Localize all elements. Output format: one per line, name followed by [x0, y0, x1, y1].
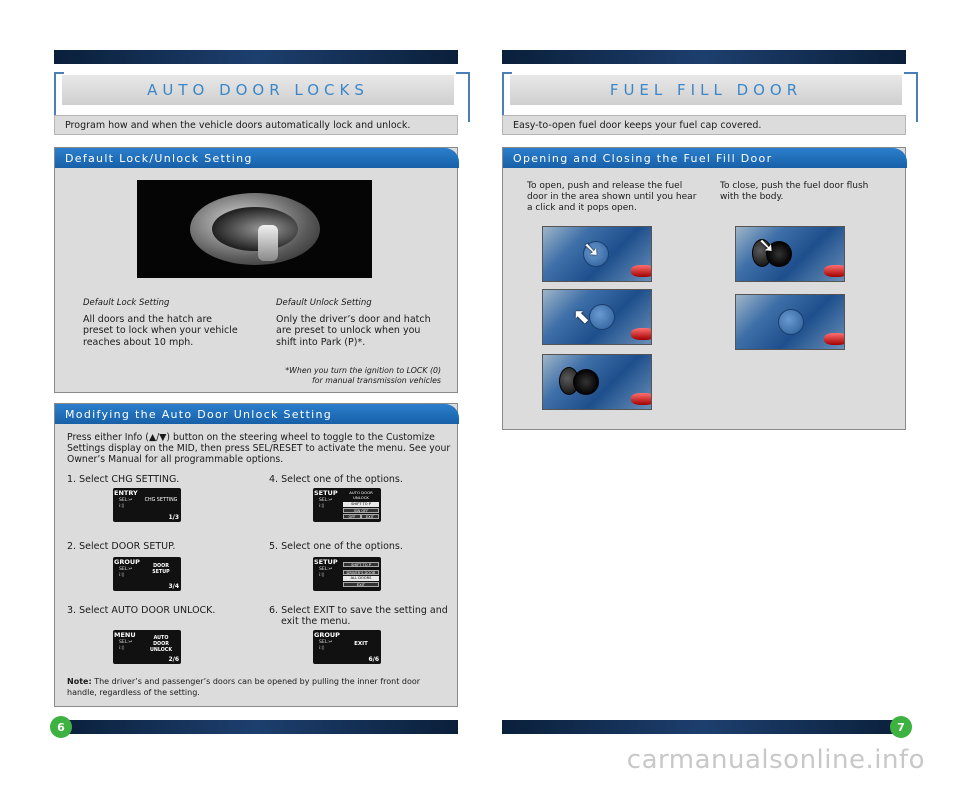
modify-unlock-panel: [54, 403, 458, 707]
step-5-label: 5. Select one of the options.: [269, 541, 403, 552]
mid-screen-2: GROUP SEL:↵ i:◊ DOOR SETUP 3/4: [114, 558, 179, 590]
page-number-right: 7: [890, 716, 912, 738]
modify-intro: Press either Info (▲/▼) button on the steering wheel to toggle to the Customize Settings display on the MID, then press SEL/RESET to activate the menu. See your Owner’s Manual for all programmable options.: [67, 432, 451, 466]
page-title-text: AUTO DOOR LOCKS: [147, 81, 369, 99]
step-4-label: 4. Select one of the options.: [269, 474, 403, 485]
note-label: Note:: [67, 677, 92, 686]
page-subtitle: Easy-to-open fuel door keeps your fuel cap covered.: [502, 115, 906, 135]
mid-screen-5: SETUP SEL:↵ i:◊ SHIFT TO P DRIVER'S DOOR ALL DOORS EXIT: [313, 557, 381, 591]
bottom-bar-left: [54, 720, 458, 734]
fuel-door-photo-4: [735, 226, 845, 282]
fuel-door-panel: [502, 147, 906, 430]
door-handle-photo: [137, 180, 372, 278]
page-number-left: 6: [50, 716, 72, 738]
mid-screen-4: SETUP SEL:↵ i:◊ AUTO DOOR UNLOCK SHIFT TO P IGN OFF OFF EXIT: [313, 488, 381, 522]
section-header: Default Lock/Unlock Setting: [55, 148, 459, 168]
lock-setting-title: Default Lock Setting: [83, 298, 170, 308]
lock-setting-body: All doors and the hatch are preset to lock when your vehicle reaches about 10 mph.: [83, 314, 238, 348]
section-header: Opening and Closing the Fuel Fill Door: [503, 148, 907, 168]
page-title-text: FUEL FILL DOOR: [609, 81, 803, 99]
unlock-setting-title: Default Unlock Setting: [276, 298, 372, 308]
title-bracket-right: [456, 72, 470, 122]
page-title: [510, 75, 902, 105]
mid-screen-6: GROUP SEL:↵ i:◊ EXIT 6/6: [314, 631, 379, 663]
step-3-label: 3. Select AUTO DOOR UNLOCK.: [67, 605, 216, 616]
unlock-setting-body: Only the driver’s door and hatch are preset to unlock when you shift into Park (P)*.: [276, 314, 431, 348]
fuel-door-photo-5: [735, 294, 845, 350]
step-6-label: 6. Select EXIT to save the setting and exit the menu.: [269, 605, 448, 628]
section-header: Modifying the Auto Door Unlock Setting: [55, 404, 459, 424]
fuel-door-photo-1: [542, 226, 652, 282]
default-lock-panel: [54, 147, 458, 393]
note: [67, 677, 452, 699]
fuel-door-photo-3: [542, 354, 652, 410]
step-1-label: 1. Select CHG SETTING.: [67, 474, 180, 485]
ignition-footnote: *When you turn the ignition to LOCK (0) for manual transmission vehicles: [285, 366, 441, 386]
door-latch-image: [190, 193, 320, 265]
step-2-label: 2. Select DOOR SETUP.: [67, 541, 176, 552]
close-instructions: To close, push the fuel door flush with the body.: [720, 181, 869, 202]
mid-screen-3: MENU SEL:↵ i:◊ AUTO DOOR UNLOCK 2/6: [114, 631, 179, 663]
bottom-bar-right: [502, 720, 906, 734]
note-text: The driver’s and passenger’s doors can be opened by pulling the inner front door handle, regardless of the setting.: [67, 677, 421, 697]
title-bracket-right: [904, 72, 918, 122]
top-bar-right: [502, 50, 906, 64]
release-arrow-icon: ⬉: [573, 304, 590, 328]
watermark: carmanualsonline.info: [626, 745, 925, 775]
open-instructions: To open, push and release the fuel door in the area shown until you hear a click and it pops open.: [527, 181, 697, 213]
top-bar-left: [54, 50, 458, 64]
page-subtitle: Program how and when the vehicle doors automatically lock and unlock.: [54, 115, 458, 135]
push-arrow-icon: ➘: [583, 237, 600, 261]
push-arrow-icon: ➘: [758, 233, 775, 257]
fuel-door-photo-2: [542, 289, 652, 345]
page-title: [62, 75, 454, 105]
mid-screen-1: ENTRY SEL:↵ i:◊ CHG SETTING 1/3: [114, 489, 179, 521]
